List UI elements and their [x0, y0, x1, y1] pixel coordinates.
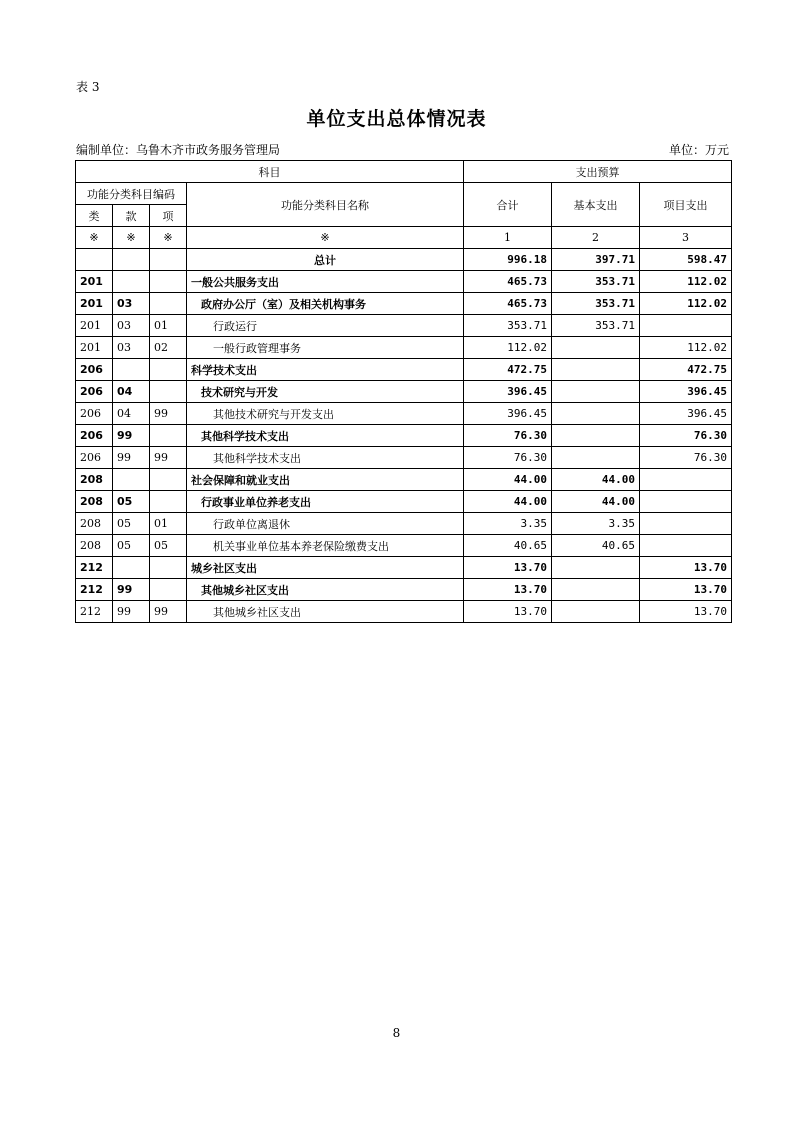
- cell-kuan: 04: [113, 403, 150, 425]
- cell-basic: [552, 579, 640, 601]
- table-row: [76, 381, 732, 403]
- table-row: [76, 491, 732, 513]
- cell-total: 996.18: [464, 249, 552, 271]
- cell-xiang: 99: [150, 601, 187, 623]
- cell-project: [640, 315, 732, 337]
- cell-xiang: [150, 381, 187, 403]
- cell-name: 行政运行: [187, 315, 464, 337]
- expenditure-table: [75, 160, 732, 623]
- cell-project: 112.02: [640, 293, 732, 315]
- cell-total: 76.30: [464, 425, 552, 447]
- cell-basic: [552, 359, 640, 381]
- cell-lei: 206: [76, 381, 113, 403]
- cell-total: 13.70: [464, 601, 552, 623]
- cell-name: 其他科学技术支出: [187, 447, 464, 469]
- cell-lei: 212: [76, 557, 113, 579]
- cell-xiang: [150, 425, 187, 447]
- cell-xiang: 05: [150, 535, 187, 557]
- cell-basic: [552, 381, 640, 403]
- table-row: [76, 337, 732, 359]
- cell-xiang: [150, 293, 187, 315]
- cell-basic: [552, 447, 640, 469]
- cell-project: [640, 513, 732, 535]
- cell-lei: 206: [76, 359, 113, 381]
- cell-basic: 40.65: [552, 535, 640, 557]
- cell-kuan: [113, 469, 150, 491]
- cell-project: 13.70: [640, 579, 732, 601]
- table-header: [76, 161, 732, 249]
- cell-kuan: 05: [113, 491, 150, 513]
- cell-total: 396.45: [464, 381, 552, 403]
- header-mark: ※: [76, 227, 113, 249]
- table-row: [76, 447, 732, 469]
- cell-name: 总计: [187, 249, 464, 271]
- cell-lei: 208: [76, 491, 113, 513]
- cell-project: 396.45: [640, 381, 732, 403]
- cell-xiang: [150, 469, 187, 491]
- cell-project: 112.02: [640, 271, 732, 293]
- table-row: [76, 359, 732, 381]
- cell-xiang: 02: [150, 337, 187, 359]
- table-row: [76, 403, 732, 425]
- cell-xiang: [150, 557, 187, 579]
- cell-basic: [552, 425, 640, 447]
- header-col-index: 2: [552, 227, 640, 249]
- cell-lei: 208: [76, 469, 113, 491]
- cell-basic: [552, 337, 640, 359]
- table-row: [76, 293, 732, 315]
- cell-total: 465.73: [464, 271, 552, 293]
- cell-kuan: [113, 359, 150, 381]
- cell-name: 其他科学技术支出: [187, 425, 464, 447]
- cell-name: 技术研究与开发: [187, 381, 464, 403]
- header-subject-name: 功能分类科目名称: [187, 183, 464, 227]
- cell-total: 353.71: [464, 315, 552, 337]
- cell-total: 112.02: [464, 337, 552, 359]
- cell-name: 政府办公厅（室）及相关机构事务: [187, 293, 464, 315]
- header-budget: 支出预算: [464, 161, 732, 183]
- cell-project: 112.02: [640, 337, 732, 359]
- cell-project: 396.45: [640, 403, 732, 425]
- header-project-expenditure: 项目支出: [640, 183, 732, 227]
- table-body: [76, 249, 732, 623]
- cell-kuan: 99: [113, 425, 150, 447]
- cell-name: 机关事业单位基本养老保险缴费支出: [187, 535, 464, 557]
- header-basic-expenditure: 基本支出: [552, 183, 640, 227]
- cell-total: 44.00: [464, 469, 552, 491]
- cell-basic: 353.71: [552, 315, 640, 337]
- cell-total: 3.35: [464, 513, 552, 535]
- cell-name: 其他城乡社区支出: [187, 601, 464, 623]
- cell-lei: 201: [76, 293, 113, 315]
- cell-kuan: 03: [113, 293, 150, 315]
- cell-project: [640, 469, 732, 491]
- cell-kuan: [113, 557, 150, 579]
- cell-basic: [552, 557, 640, 579]
- cell-project: [640, 535, 732, 557]
- table-row: [76, 579, 732, 601]
- header-lei: 类: [76, 205, 113, 227]
- table-row: [76, 271, 732, 293]
- cell-lei: 201: [76, 315, 113, 337]
- header-mark: ※: [113, 227, 150, 249]
- cell-total: 396.45: [464, 403, 552, 425]
- table-row: [76, 425, 732, 447]
- table-row: [76, 249, 732, 271]
- cell-project: 13.70: [640, 557, 732, 579]
- cell-kuan: 05: [113, 535, 150, 557]
- table-row: [76, 601, 732, 623]
- cell-lei: 208: [76, 535, 113, 557]
- cell-xiang: 01: [150, 315, 187, 337]
- table-row: [76, 557, 732, 579]
- cell-kuan: 03: [113, 337, 150, 359]
- cell-project: [640, 491, 732, 513]
- cell-basic: 353.71: [552, 271, 640, 293]
- table-row: [76, 513, 732, 535]
- cell-lei: 208: [76, 513, 113, 535]
- cell-kuan: [113, 271, 150, 293]
- header-code-group: 功能分类科目编码: [76, 183, 187, 205]
- table-number: 表 3: [76, 80, 100, 94]
- cell-kuan: 99: [113, 447, 150, 469]
- cell-basic: [552, 601, 640, 623]
- cell-name: 科学技术支出: [187, 359, 464, 381]
- cell-lei: [76, 249, 113, 271]
- header-mark: ※: [150, 227, 187, 249]
- cell-project: 76.30: [640, 447, 732, 469]
- cell-name: 一般公共服务支出: [187, 271, 464, 293]
- cell-basic: 397.71: [552, 249, 640, 271]
- cell-total: 44.00: [464, 491, 552, 513]
- cell-total: 13.70: [464, 557, 552, 579]
- cell-xiang: [150, 249, 187, 271]
- header-total: 合计: [464, 183, 552, 227]
- cell-name: 城乡社区支出: [187, 557, 464, 579]
- cell-lei: 206: [76, 403, 113, 425]
- cell-name: 行政事业单位养老支出: [187, 491, 464, 513]
- header-subject: 科目: [76, 161, 464, 183]
- cell-xiang: 01: [150, 513, 187, 535]
- cell-lei: 201: [76, 337, 113, 359]
- cell-name: 社会保障和就业支出: [187, 469, 464, 491]
- cell-lei: 206: [76, 425, 113, 447]
- header-mark: ※: [187, 227, 464, 249]
- cell-kuan: 04: [113, 381, 150, 403]
- cell-basic: 3.35: [552, 513, 640, 535]
- cell-name: 行政单位离退休: [187, 513, 464, 535]
- currency-unit: 单位：万元: [668, 143, 729, 157]
- cell-total: 76.30: [464, 447, 552, 469]
- cell-kuan: 05: [113, 513, 150, 535]
- header-xiang: 项: [150, 205, 187, 227]
- cell-basic: 44.00: [552, 491, 640, 513]
- header-kuan: 款: [113, 205, 150, 227]
- table-row: [76, 469, 732, 491]
- cell-lei: 206: [76, 447, 113, 469]
- cell-xiang: [150, 271, 187, 293]
- cell-basic: 353.71: [552, 293, 640, 315]
- cell-lei: 212: [76, 601, 113, 623]
- cell-xiang: 99: [150, 403, 187, 425]
- cell-total: 472.75: [464, 359, 552, 381]
- cell-name: 一般行政管理事务: [187, 337, 464, 359]
- cell-basic: [552, 403, 640, 425]
- cell-project: 598.47: [640, 249, 732, 271]
- compiling-unit: 编制单位：乌鲁木齐市政务服务管理局: [76, 143, 281, 157]
- cell-xiang: [150, 359, 187, 381]
- cell-name: 其他技术研究与开发支出: [187, 403, 464, 425]
- cell-kuan: [113, 249, 150, 271]
- header-col-index: 1: [464, 227, 552, 249]
- document-title: 单位支出总体情况表: [306, 108, 487, 130]
- cell-xiang: 99: [150, 447, 187, 469]
- cell-kuan: 99: [113, 579, 150, 601]
- cell-project: 13.70: [640, 601, 732, 623]
- cell-total: 465.73: [464, 293, 552, 315]
- cell-lei: 201: [76, 271, 113, 293]
- cell-kuan: 03: [113, 315, 150, 337]
- cell-project: 76.30: [640, 425, 732, 447]
- cell-total: 40.65: [464, 535, 552, 557]
- cell-project: 472.75: [640, 359, 732, 381]
- cell-xiang: [150, 579, 187, 601]
- table-row: [76, 315, 732, 337]
- cell-lei: 212: [76, 579, 113, 601]
- header-col-index: 3: [640, 227, 732, 249]
- cell-total: 13.70: [464, 579, 552, 601]
- table-row: [76, 535, 732, 557]
- cell-kuan: 99: [113, 601, 150, 623]
- cell-basic: 44.00: [552, 469, 640, 491]
- page-number: 8: [392, 1026, 401, 1040]
- cell-xiang: [150, 491, 187, 513]
- cell-name: 其他城乡社区支出: [187, 579, 464, 601]
